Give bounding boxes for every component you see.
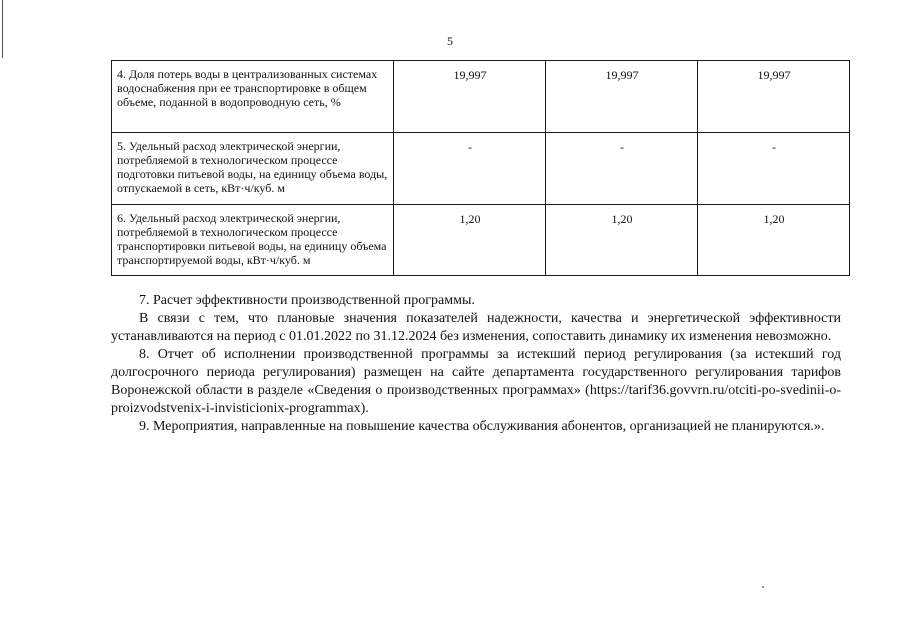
paragraph-section-7: 7. Расчет эффективности производственной программы. bbox=[139, 293, 475, 308]
indicator-description: 4. Доля потерь воды в централизованных системах водоснабжения при ее транспортировке в общем объеме, поданной в водопроводную сеть, % bbox=[112, 61, 394, 133]
scan-speck bbox=[762, 586, 764, 588]
indicator-value: 19,997 bbox=[546, 61, 698, 133]
indicators-table bbox=[111, 60, 850, 276]
indicator-value: - bbox=[546, 133, 698, 205]
scan-edge-line bbox=[2, 0, 3, 58]
indicator-value: 19,997 bbox=[698, 61, 850, 133]
indicator-description: 6. Удельный расход электрической энергии, потребляемой в технологическом процессе транспортировки питьевой воды, на единицу объема транспортируемой воды, кВт·ч/куб. м bbox=[112, 205, 394, 276]
paragraph-efficiency-note: В связи с тем, что плановые значения показателей надежности, качества и энергетической эффективности устанавливаются на период с 01.01.2022 по 31.12.2024 без изменения, сопоставить динамику их изменения невозможно. bbox=[111, 311, 841, 344]
indicator-value: - bbox=[698, 133, 850, 205]
table-row bbox=[112, 133, 850, 205]
page-number: 5 bbox=[447, 34, 453, 48]
paragraph-section-9: 9. Мероприятия, направленные на повышение качества обслуживания абонентов, организацией не планируются.». bbox=[139, 419, 825, 434]
document-body bbox=[111, 292, 841, 436]
indicator-value: 19,997 bbox=[394, 61, 546, 133]
indicator-value: 1,20 bbox=[546, 205, 698, 276]
table-row bbox=[112, 205, 850, 276]
table-row bbox=[112, 61, 850, 133]
indicator-value: - bbox=[394, 133, 546, 205]
paragraph-section-8: 8. Отчет об исполнении производственной программы за истекший период регулирования (за истекший год долгосрочного периода регулирования) размещен на сайте департамента государственного регулирования тарифов Воронежской области в разделе «Сведения о производственных программах» (https://tarif36.govvrn.ru/otciti-po-svedinii-o-proizvodstvenix-i-invisticionix-programmax). bbox=[111, 347, 841, 416]
indicator-description: 5. Удельный расход электрической энергии, потребляемой в технологическом процессе подготовки питьевой воды, на единицу объема воды, отпускаемой в сеть, кВт·ч/куб. м bbox=[112, 133, 394, 205]
indicator-value: 1,20 bbox=[394, 205, 546, 276]
indicator-value: 1,20 bbox=[698, 205, 850, 276]
